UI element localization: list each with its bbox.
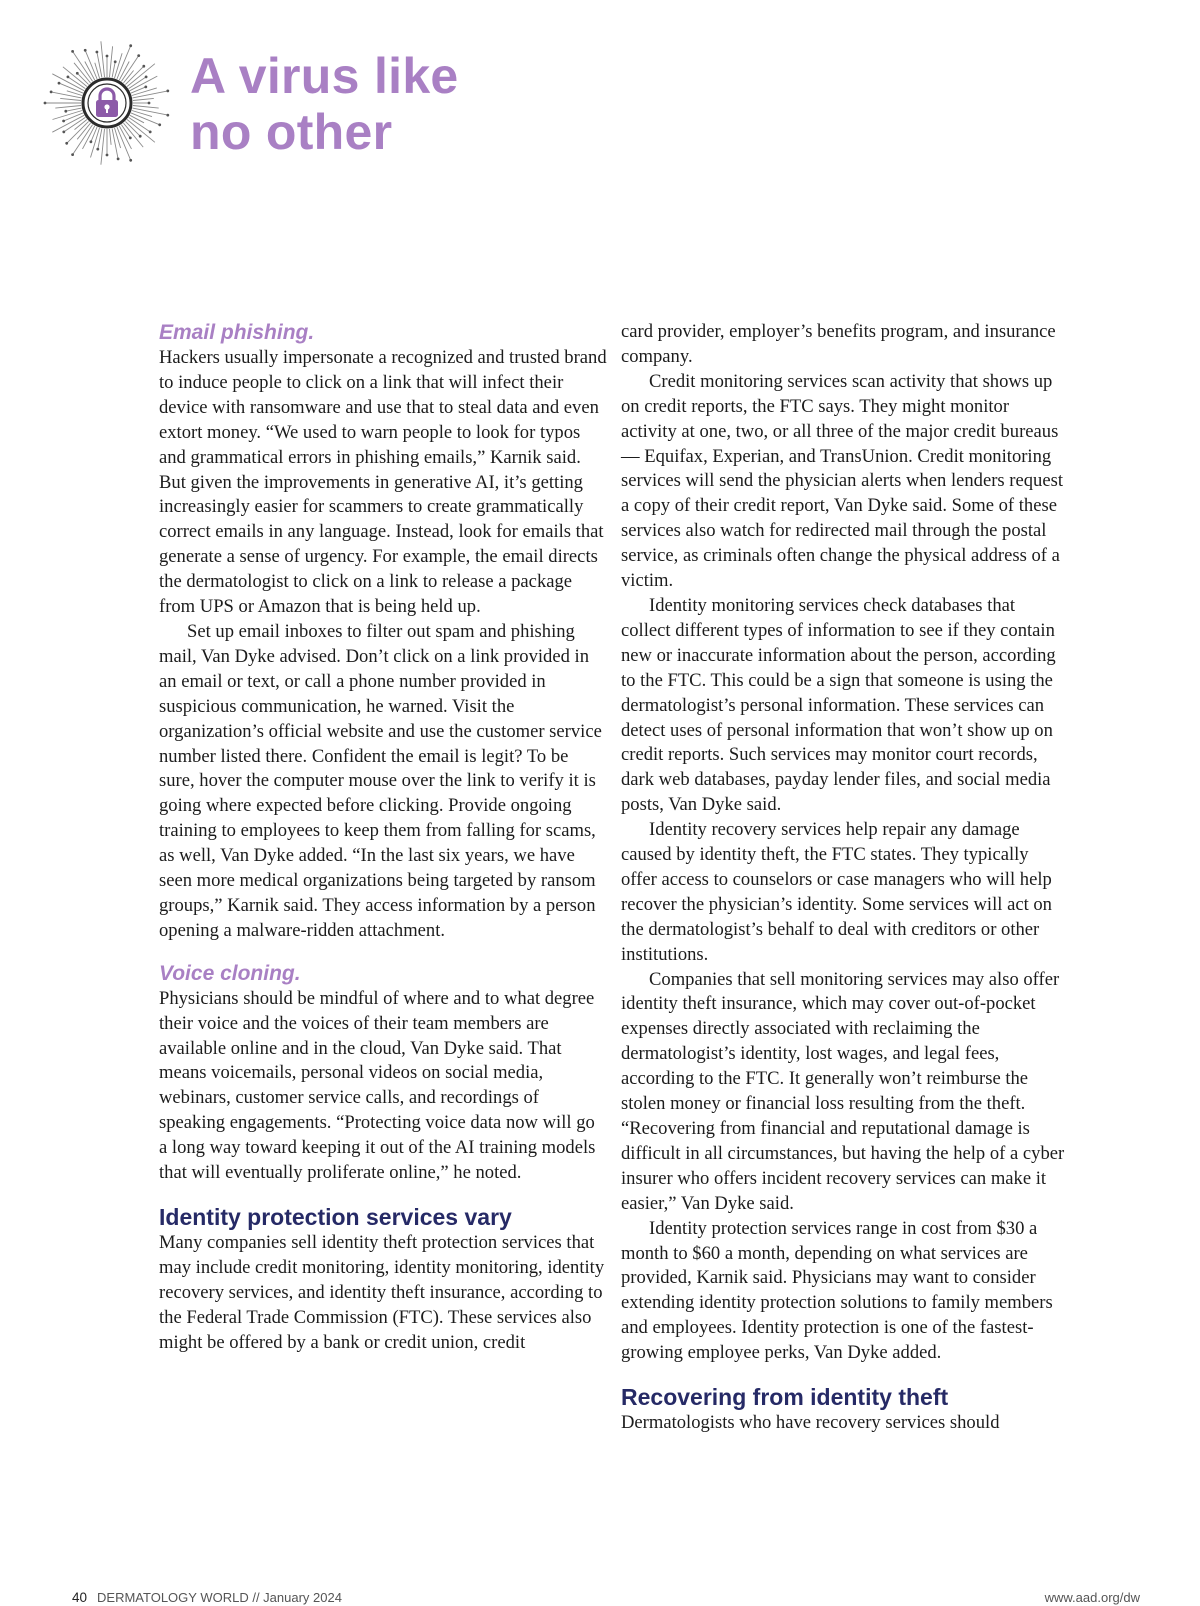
- lock-keyhole-slot: [106, 108, 108, 113]
- circuit-ray: [133, 91, 168, 98]
- circuit-node: [129, 137, 132, 140]
- circuit-node: [96, 148, 99, 151]
- paragraph: Dermatologists who have recovery services should: [621, 1412, 1000, 1434]
- circuit-node: [62, 120, 65, 123]
- circuit-node: [44, 102, 47, 105]
- paragraph: Companies that sell monitoring services may also offer identity theft insurance, which may cover out-of-pocket expenses directly associated with reclaiming the dermatologist’s identity, lost wages, and legal fees, according to the FTC. It generally won’t reimburse the stolen money or financial loss resulting from the theft. “Recovering from financial and reputational damage is difficult in all circumstances, but having the help of a cyber insurer who offers incident recovery services can make it easier,” Van Dyke said.: [621, 968, 1065, 1214]
- circuit-ray: [115, 53, 123, 78]
- left-column: [159, 320, 607, 1356]
- circuit-ray: [121, 56, 138, 82]
- circuit-node: [158, 123, 161, 126]
- circuit-node: [145, 76, 148, 79]
- email-phishing-heading: Email phishing.: [159, 321, 315, 344]
- circuit-node: [139, 135, 142, 138]
- circuit-ray: [112, 129, 118, 159]
- circuit-node: [144, 86, 147, 89]
- paragraph: Set up email inboxes to filter out spam and phishing mail, Van Dyke advised. Don’t click on a link provided in an email or text, or call a phone number provided in suspicious communication, he warned. Visit the organization’s official website and use the customer service number listed there. Confident the email is legit? To be sure, hover the computer mouse over the link to verify it is going where expected before clicking. Provide ongoing training to employees to keep them from falling for scams, as well, Van Dyke added. “In the last six years, we have seen more medical organizations being targeted by ransom groups,” Karnik said. They access information by a person opening a malware-ridden attachment.: [159, 620, 602, 941]
- circuit-ray: [130, 115, 144, 123]
- circuit-node: [90, 140, 93, 143]
- circuit-node: [62, 131, 65, 134]
- circuit-ray: [66, 108, 82, 111]
- circuit-node: [106, 55, 109, 58]
- paragraph: Hackers usually impersonate a recognized and trusted brand to induce people to click on a link that will infect their device with ransomware and use that to steal data and even extort money. “We used to warn people to look for typos and grammatical errors in phishing emails,” Karnik said. But given the improvements in generative AI, it’s getting increasingly easier for scammers to create grammatically correct emails in any language. Instead, look for emails that generate a sense of urgency. For example, the email directs the dermatologist to click on a link to release a package from UPS or Amazon that is being held up.: [159, 347, 607, 618]
- circuit-node: [65, 142, 68, 145]
- paragraph: Credit monitoring services scan activity that shows up on credit reports, the FTC says. They might monitor activity at one, two, or all three of the major credit bureaus — Equifax, Experian, and TransUnion. Credit monitoring services will send the physician alerts when lenders request a copy of their credit report, Van Dyke said. Some of these services also watch for redirected mail through the postal service, as criminals often change the physical address of a victim.: [621, 370, 1063, 592]
- circuit-node: [114, 60, 117, 63]
- footer-folio: [72, 1590, 342, 1605]
- circuit-ray: [55, 106, 81, 109]
- page-number: 40: [72, 1590, 88, 1605]
- circuit-ray: [97, 52, 102, 78]
- circuit-ray: [132, 88, 157, 96]
- circuit-ray: [101, 41, 105, 77]
- identity-protection-heading: Identity protection services vary: [159, 1204, 512, 1230]
- paragraph: Identity monitoring services check databases that collect different types of information to see if they contain new or inaccurate information about the person, according to the FTC. This could be a sign that someone is using the dermatologist’s personal information. These services can detect uses of personal information that won’t show up on credit reports. Such services may monitor court records, dark web databases, payday lender files, and social media posts, Van Dyke said.: [621, 594, 1056, 816]
- circuit-node: [129, 44, 132, 47]
- right-column: [621, 320, 1069, 1436]
- circuit-node: [71, 50, 74, 53]
- circuit-node: [71, 153, 74, 156]
- circuit-ray: [67, 121, 89, 143]
- circuit-ray: [51, 92, 81, 98]
- circuit-ray: [63, 67, 87, 87]
- page-title: [190, 48, 459, 160]
- circuit-node: [137, 54, 140, 57]
- circuit-ray: [101, 129, 105, 165]
- title-line-1: A virus like: [190, 48, 459, 104]
- circuit-ray: [133, 106, 159, 109]
- circuit-ray: [110, 129, 112, 145]
- circuit-ray: [112, 62, 115, 78]
- circuit-node: [84, 49, 87, 52]
- circuit-node: [129, 159, 132, 162]
- paragraph: Identity protection services range in cost from $30 a month to $60 a month, depending on what services are provided, Karnik said. Physicians may want to consider extending identity protection solutions to family members and employees. Identity protection is one of the fastest-growing employee perks, Van Dyke added.: [621, 1217, 1053, 1364]
- circuit-ray: [110, 46, 113, 77]
- circuit-node: [96, 51, 99, 54]
- circuit-node: [148, 102, 151, 105]
- title-line-2: no other: [190, 104, 393, 160]
- recovering-heading: Recovering from identity theft: [621, 1384, 949, 1411]
- circuit-ray: [133, 108, 168, 115]
- paragraph: card provider, employer’s benefits program, and insurance company.: [621, 321, 1056, 367]
- circuit-node: [64, 110, 67, 113]
- paragraph: Identity recovery services help repair any damage caused by identity theft, the FTC states. They typically offer access to counselors or case managers who will help recover the physician’s identity. Some services will act on the dermatologist’s behalf to deal with creditors or other institutions.: [621, 819, 1052, 965]
- voice-cloning-heading: Voice cloning.: [159, 961, 301, 985]
- paragraph: Physicians should be mindful of where and to what degree their voice and the voices of their team members are available online and in the cloud, Van Dyke said. That means voicemails, personal videos on social media, webinars, customer service calls, and recordings of speaking engagements. “Protecting voice data now will go a long way toward keeping it out of the AI training models that will eventually proliferate online,” he noted.: [159, 987, 596, 1184]
- circuit-node: [117, 158, 120, 161]
- circuit-node: [58, 82, 61, 85]
- circuit-ray: [60, 98, 81, 100]
- publication-line: DERMATOLOGY WORLD // January 2024: [97, 1590, 342, 1605]
- padlock-circuit-icon: [40, 36, 174, 170]
- circuit-node: [76, 72, 79, 75]
- footer-url: www.aad.org/dw: [1044, 1590, 1140, 1605]
- circuit-node: [149, 131, 152, 134]
- circuit-node: [142, 65, 145, 68]
- paragraph: Many companies sell identity theft protection services that may include credit monitoring, identity monitoring, identity recovery services, and identity theft insurance, according to the Federal Trade Commission (FTC). These services also might be offered by a bank or credit union, credit: [159, 1232, 605, 1353]
- circuit-node: [67, 76, 70, 79]
- circuit-node: [166, 114, 169, 117]
- circuit-node: [166, 90, 169, 93]
- circuit-ray: [133, 98, 154, 100]
- circuit-node: [106, 154, 109, 157]
- circuit-node: [50, 91, 53, 94]
